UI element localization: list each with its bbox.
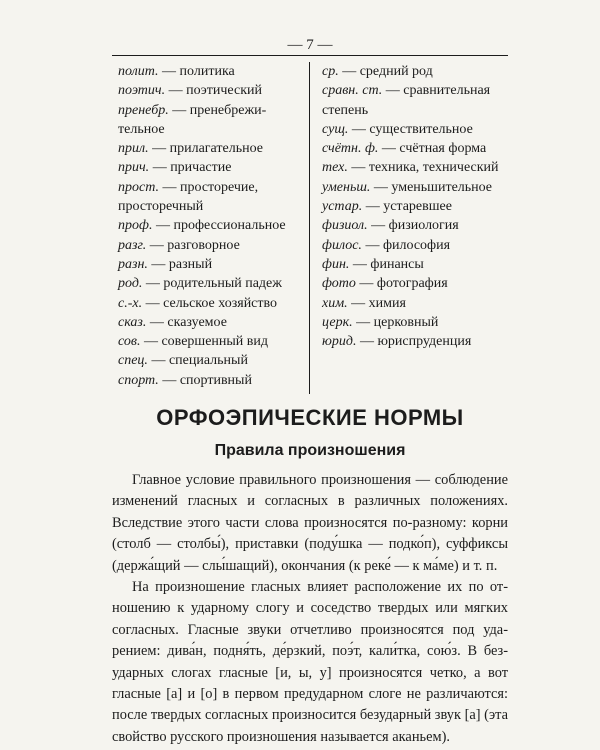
abbreviation-meaning: — причастие [149,160,232,176]
abbreviation-meaning: — фотография [355,276,448,292]
abbreviation: юрид. [322,334,357,350]
abbreviation-entry [118,236,292,255]
abbreviation-entry [118,178,292,217]
abbreviation-entry [322,81,504,120]
abbreviation: устар. [322,199,363,215]
abbreviation-meaning: — разговорное [146,237,240,253]
abbreviation-entry [322,313,504,332]
abbreviation: прич. [118,160,150,176]
abbreviation-meaning: — финансы [349,256,424,272]
abbreviation-entry [118,351,292,370]
abbreviation: тех. [322,160,348,176]
abbreviation-meaning: — совершенный вид [140,334,269,350]
abbreviation-entry [322,178,504,197]
abbreviation-entry [118,255,292,274]
abbreviation-entry [118,274,292,293]
abbreviation: спорт. [118,372,159,388]
abbreviation-meaning: — юриспруденция [356,334,472,350]
abbreviation: филос. [322,237,362,253]
abbreviations-right-column [322,62,504,351]
abbreviation-meaning: — прилагательное [148,141,263,157]
abbreviation-meaning: — церковный [352,314,439,330]
page-number [112,36,508,54]
column-divider [309,62,310,394]
abbreviation-entry [322,216,504,235]
abbreviation-meaning: — устаревшее [362,199,452,215]
abbreviation-meaning: — поэтический [165,83,262,99]
abbreviation-entry [322,62,504,81]
abbreviation-meaning: — философия [361,237,451,253]
abbreviation: счётн. ф. [322,141,379,157]
abbreviation: сравн. ст. [322,83,383,99]
abbreviation-meaning: — профессиональное [152,218,286,234]
abbreviation-entry [322,274,504,293]
abbreviation-entry [322,197,504,216]
abbreviation-meaning: — существительное [348,121,473,137]
abbreviation: разн. [118,256,148,272]
abbreviation-entry [118,101,292,140]
abbreviation-meaning: — физиология [367,218,459,234]
abbreviation-entry [322,139,504,158]
abbreviation: пренебр. [118,102,169,118]
paragraph: Главное условие правильного произношения — соблюдение изменений гласных и согласных в различных положениях. Вследствие этого части слова произносятся по-разному: корни (столб — столбы́), приставки (поду́шка — подко́п), суффиксы (держа́щий — слы́шащий), окончания (к реке́ — к ма́ме) и т. п. [112,472,508,574]
abbreviation-entry [322,294,504,313]
abbreviation-meaning: — разный [147,256,213,272]
page-header [112,36,508,62]
abbreviation-entry [118,139,292,158]
abbreviation-entry [322,332,504,351]
abbreviation-meaning: — пренебрежительное [118,102,267,137]
abbreviation-entry [322,158,504,177]
abbreviation: прост. [118,179,159,195]
header-rule [112,55,508,56]
abbreviation: физиол. [322,218,368,234]
abbreviation-entry [118,81,292,100]
abbreviations-left-column [118,62,292,390]
abbreviation-meaning: — сельское хозяйство [142,295,278,311]
abbreviation-meaning: — политика [158,64,235,79]
page-number-text: — 7 — [280,37,341,53]
abbreviation-meaning: — техника, технический [347,160,499,176]
sub-heading: Правила произношения [214,442,406,459]
abbreviation: хим. [322,295,348,311]
abbreviation-entry [118,371,292,390]
abbreviation-meaning: — спортивный [158,372,252,388]
abbreviation-entry [118,62,292,81]
abbreviation: сов. [118,334,141,350]
abbreviation-entry [118,294,292,313]
abbreviation-meaning: — родительный падеж [142,276,282,292]
abbreviation: с.-х. [118,295,143,311]
main-heading: ОРФОЭПИЧЕСКИЕ НОРМЫ [156,405,464,430]
abbreviation-meaning: — средний род [338,64,433,79]
abbreviation: уменьш. [322,179,371,195]
abbreviation: разг. [118,237,147,253]
abbreviation: спец. [118,353,148,369]
abbreviation-entry [322,236,504,255]
abbreviation-meaning: — специальный [147,353,248,369]
abbreviation: фото [322,276,356,292]
abbreviation: церк. [322,314,353,330]
abbreviation-meaning: — сравнительная степень [322,83,491,118]
abbreviation-meaning: — просторечие, просторечный [118,179,259,215]
abbreviation-meaning: — счётная форма [378,141,487,157]
abbreviation-meaning: — химия [347,295,406,311]
abbreviation-entry [118,158,292,177]
abbreviation-entry [118,313,292,332]
abbreviation: проф. [118,218,153,234]
abbreviation: сказ. [118,314,147,330]
abbreviation: фин. [322,256,350,272]
abbreviation-entry [322,120,504,139]
abbreviation-meaning: — уменьшительное [370,179,493,195]
body-text [112,470,508,748]
abbreviation: полит. [118,64,159,79]
abbreviation-meaning: — сказуемое [146,314,227,330]
abbreviation-entry [118,332,292,351]
abbreviation: поэтич. [118,83,166,99]
abbreviation: род. [118,276,143,292]
abbreviation-entry [118,216,292,235]
abbreviation: ср. [322,64,339,79]
paragraph: На произношение гласных влияет расположение их по отношению к ударному слогу и соседство твердых или мягких согласных. Гласные звуки отчетливо произносятся под ударением: дива́н, подня́ть, де́рзкий, поэ́т, кали́тка, сою́з. В безударных слогах гласные [и, ы, у] произносятся четко, а вот гласные [а] и [о] в первом предударном слоге не различаются: после твердых согласных произносится безударный звук [а] (эта свойство русского произношения называется аканьем). [112,579,508,745]
abbreviation: прил. [118,141,149,157]
abbreviation-entry [322,255,504,274]
abbreviation: сущ. [322,121,349,137]
